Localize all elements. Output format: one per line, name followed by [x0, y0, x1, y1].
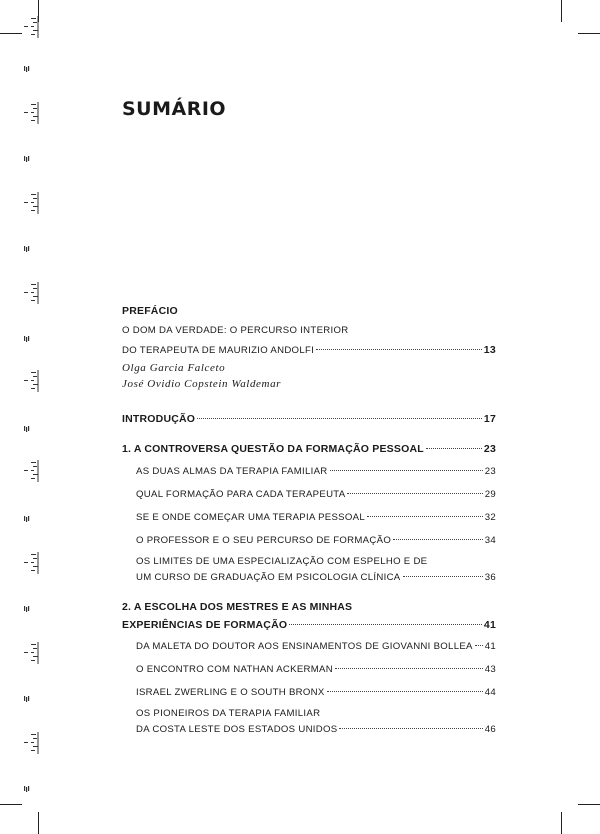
registration-dash	[31, 750, 35, 751]
dot-leader	[347, 493, 482, 494]
toc-entry-title: OS LIMITES DE UMA ESPECIALIZAÇÃO COM ESPELHO E DE	[136, 556, 428, 567]
registration-dash	[24, 470, 28, 471]
dot-leader	[339, 728, 482, 729]
toc-entry-title: AS DUAS ALMAS DA TERAPIA FAMILIAR	[136, 466, 328, 477]
registration-tick	[24, 786, 25, 791]
registration-dash	[31, 742, 34, 743]
registration-tick	[28, 246, 29, 251]
toc-entry-chapter-1[interactable]	[122, 442, 496, 457]
registration-dash	[31, 120, 35, 121]
page-number: 29	[484, 489, 496, 500]
registration-tick	[26, 67, 27, 72]
registration-dash	[33, 22, 37, 23]
registration-dash	[31, 18, 36, 19]
dot-leader	[367, 516, 483, 517]
registration-tick	[24, 246, 25, 251]
registration-dash	[33, 116, 38, 117]
toc-entry-subsection-line1	[136, 554, 496, 569]
toc-entry-subsection[interactable]	[136, 722, 496, 737]
registration-tick	[24, 696, 25, 701]
toc-entry-subsection[interactable]	[136, 487, 496, 502]
registration-dash	[31, 112, 34, 113]
registration-dash	[33, 376, 37, 377]
registration-tick	[24, 426, 25, 431]
registration-dash	[31, 26, 34, 27]
registration-dash	[31, 462, 36, 463]
registration-tick	[28, 336, 29, 341]
registration-line	[38, 460, 39, 482]
page-number: 43	[484, 664, 496, 675]
toc-entry-title: 2. A ESCOLHA DOS MESTRES E AS MINHAS	[122, 601, 353, 613]
crop-mark-bottom-right-h	[578, 804, 600, 805]
toc-entry-title: DA MALETA DO DOUTOR AOS ENSINAMENTOS DE GIOVANNI BOLLEA	[136, 641, 473, 652]
registration-line	[38, 192, 39, 214]
toc-entry-title: INTRODUÇÃO	[122, 413, 196, 425]
registration-dash	[33, 648, 37, 649]
registration-dash	[33, 288, 37, 289]
registration-dash	[33, 296, 38, 297]
toc-entry-title: QUAL FORMAÇÃO PARA CADA TERAPEUTA	[136, 489, 346, 500]
registration-dash	[31, 292, 34, 293]
toc-entry-chapter-2[interactable]	[122, 618, 496, 633]
registration-dash	[33, 474, 38, 475]
registration-dash	[33, 656, 38, 657]
registration-dash	[31, 194, 36, 195]
dot-leader	[197, 418, 482, 419]
dot-leader	[475, 645, 483, 646]
toc-entry-subsection[interactable]	[136, 570, 496, 585]
registration-tick	[26, 427, 27, 432]
toc-entry-subsection[interactable]	[136, 533, 496, 548]
chapter-1-subsections	[122, 464, 496, 585]
toc-entry-title: 1. A CONTROVERSA QUESTÃO DA FORMAÇÃO PESSOAL	[122, 443, 424, 455]
registration-dash	[31, 380, 34, 381]
dot-leader	[335, 668, 483, 669]
registration-dash	[33, 738, 37, 739]
page-number: 32	[484, 512, 496, 523]
registration-tick	[26, 157, 27, 162]
registration-dash	[33, 384, 38, 385]
toc-entry-subsection[interactable]	[136, 662, 496, 677]
toc-entry-chapter-2-line1	[122, 600, 496, 615]
registration-dash	[31, 388, 35, 389]
registration-tick	[26, 787, 27, 792]
registration-dash	[24, 742, 28, 743]
registration-dash	[31, 652, 34, 653]
crop-mark-top-right-v	[561, 0, 562, 22]
toc-entry-title: EXPERIÊNCIAS DE FORMAÇÃO	[122, 619, 288, 631]
page-number: 23	[484, 466, 496, 477]
registration-dash	[24, 26, 28, 27]
registration-tick	[26, 517, 27, 522]
dot-leader	[393, 539, 483, 540]
toc-entry-subsection-line1	[136, 706, 496, 721]
registration-dash	[31, 470, 34, 471]
registration-line	[38, 102, 39, 124]
registration-dash	[24, 380, 28, 381]
registration-tick	[26, 247, 27, 252]
registration-dash	[33, 566, 38, 567]
crop-mark-top-right-h	[578, 33, 600, 34]
registration-dash	[31, 660, 35, 661]
dot-leader	[330, 470, 483, 471]
toc-entry-title: O ENCONTRO COM NATHAN ACKERMAN	[136, 664, 333, 675]
registration-dash	[24, 202, 28, 203]
toc-entry-title: DO TERAPEUTA DE MAURIZIO ANDOLFI	[122, 345, 315, 356]
registration-tick	[24, 336, 25, 341]
toc-entry-title: O PROFESSOR E O SEU PERCURSO DE FORMAÇÃO	[136, 535, 392, 546]
registration-dash	[31, 554, 36, 555]
registration-line	[38, 642, 39, 664]
toc-entry-title: ISRAEL ZWERLING E O SOUTH BRONX	[136, 687, 325, 698]
page-number: 44	[484, 687, 496, 698]
registration-dash	[24, 652, 28, 653]
registration-dash	[31, 570, 35, 571]
toc-entry-preface[interactable]	[122, 343, 496, 358]
registration-dash	[31, 562, 34, 563]
registration-dash	[33, 198, 37, 199]
registration-dash	[31, 734, 36, 735]
page-number: 34	[484, 535, 496, 546]
page-number: 17	[483, 413, 496, 425]
registration-dash	[31, 478, 35, 479]
page-number: 36	[484, 572, 496, 583]
registration-dash	[24, 292, 28, 293]
registration-dash	[33, 466, 37, 467]
registration-tick	[26, 607, 27, 612]
registration-dash	[31, 284, 36, 285]
page-title: SUMÁRIO	[122, 98, 227, 120]
registration-tick	[28, 66, 29, 71]
toc-entry-preface-line1	[122, 323, 496, 338]
registration-tick	[28, 426, 29, 431]
page-number: 23	[483, 443, 496, 455]
registration-dash	[33, 108, 37, 109]
registration-tick	[28, 516, 29, 521]
page-number: 13	[483, 344, 496, 356]
table-of-contents	[122, 302, 496, 737]
registration-dash	[24, 562, 28, 563]
registration-dash	[33, 206, 38, 207]
registration-tick	[28, 696, 29, 701]
registration-line	[38, 732, 39, 754]
toc-entry-subsection[interactable]	[136, 685, 496, 700]
registration-tick	[24, 156, 25, 161]
toc-entry-subsection[interactable]	[136, 510, 496, 525]
registration-tick	[24, 606, 25, 611]
registration-tick	[24, 516, 25, 521]
toc-entry-title: UM CURSO DE GRADUAÇÃO EM PSICOLOGIA CLÍNICA	[136, 572, 401, 583]
registration-tick	[26, 337, 27, 342]
registration-tick	[28, 606, 29, 611]
registration-line	[38, 282, 39, 304]
dot-leader	[316, 349, 482, 350]
registration-line	[38, 552, 39, 574]
registration-dash	[31, 644, 36, 645]
chapter-2-subsections	[122, 639, 496, 737]
dot-leader	[426, 448, 482, 449]
registration-line	[38, 370, 39, 392]
page-number: 41	[484, 641, 496, 652]
dot-leader	[327, 691, 483, 692]
registration-dash	[31, 300, 35, 301]
registration-dash	[24, 112, 28, 113]
registration-tick	[24, 66, 25, 71]
toc-entry-subsection[interactable]	[136, 639, 496, 654]
registration-dash	[31, 202, 34, 203]
page-number: 46	[484, 724, 496, 735]
margin-registration-marks	[0, 0, 60, 834]
registration-line	[38, 16, 39, 38]
registration-dash	[31, 104, 36, 105]
registration-tick	[28, 786, 29, 791]
toc-entry-subsection[interactable]	[136, 464, 496, 479]
dot-leader	[289, 624, 482, 625]
registration-dash	[31, 210, 35, 211]
crop-mark-bottom-right-v	[561, 812, 562, 834]
registration-dash	[33, 558, 37, 559]
registration-dash	[31, 34, 35, 35]
author-name: Olga Garcia Falceto	[122, 362, 226, 374]
dot-leader	[403, 576, 483, 577]
registration-tick	[28, 156, 29, 161]
section-heading-preface: PREFÁCIO	[122, 305, 178, 317]
toc-entry-title: O DOM DA VERDADE: O PERCURSO INTERIOR	[122, 325, 349, 336]
registration-dash	[31, 372, 36, 373]
registration-dash	[33, 30, 38, 31]
author-name: José Ovidio Copstein Waldemar	[122, 378, 282, 390]
registration-tick	[26, 697, 27, 702]
toc-entry-title: OS PIONEIROS DA TERAPIA FAMILIAR	[136, 708, 321, 719]
registration-dash	[33, 746, 38, 747]
toc-entry-title: DA COSTA LESTE DOS ESTADOS UNIDOS	[136, 724, 338, 735]
page-number: 41	[483, 619, 496, 631]
toc-entry-title: SE E ONDE COMEÇAR UMA TERAPIA PESSOAL	[136, 512, 365, 523]
toc-entry-introduction[interactable]	[122, 412, 496, 427]
